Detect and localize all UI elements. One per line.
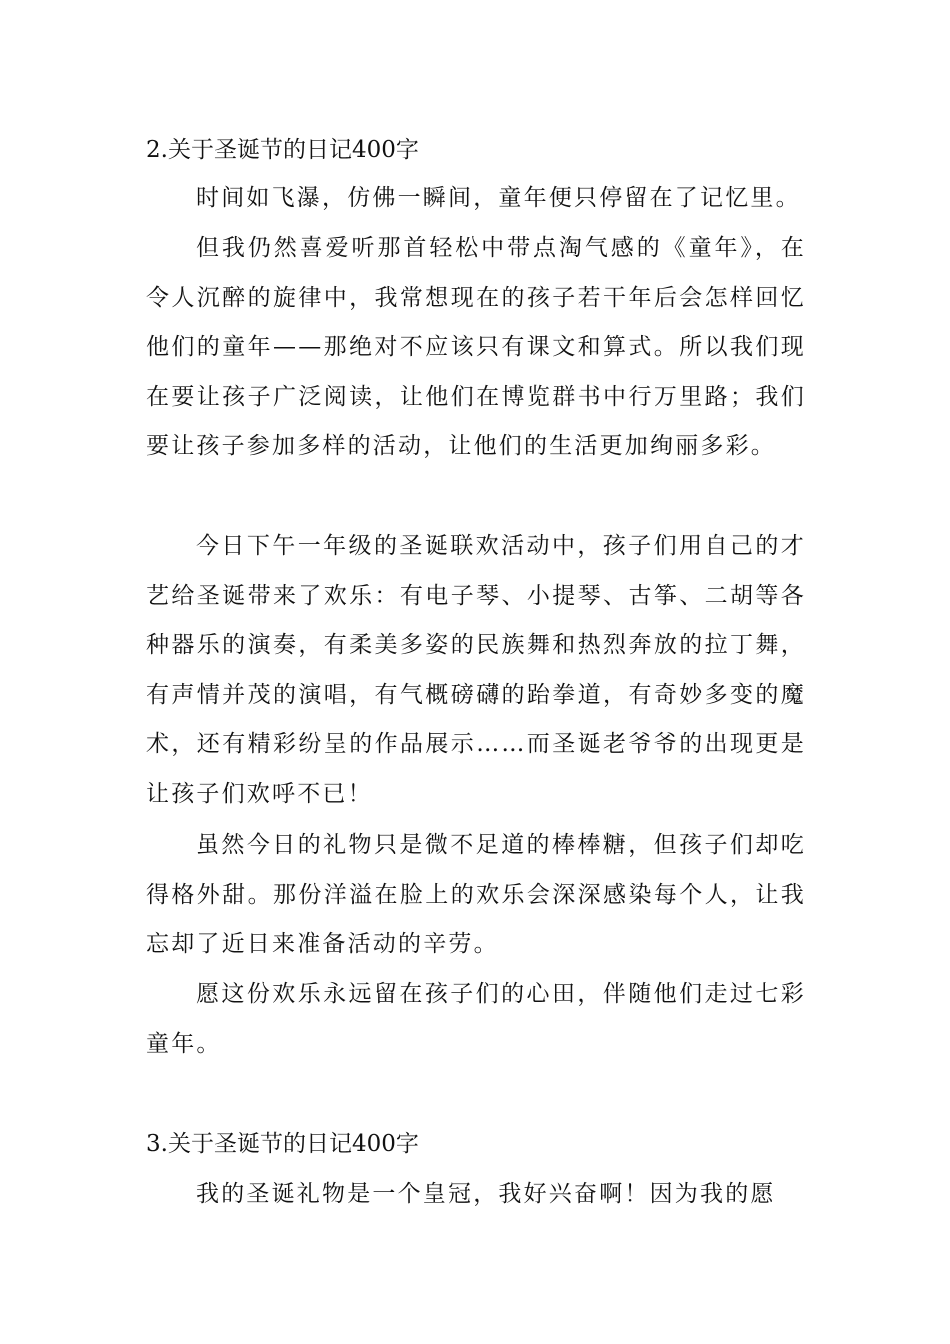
section-2-paragraph-1: 时间如飞瀑，仿佛一瞬间，童年便只停留在了记忆里。: [196, 185, 801, 211]
section-2-paragraph-5: 愿这份欢乐永远留在孩子们的心田，伴随他们走过七彩童年。: [146, 981, 806, 1057]
section-2-paragraph-3: 今日下午一年级的圣诞联欢活动中，孩子们用自己的才艺给圣诞带来了欢乐：有电子琴、小提琴、古筝、二胡等各种器乐的演奏，有柔美多姿的民族舞和热烈奔放的拉丁舞，有声情并茂的演唱，有气概磅礴的跆拳道，有奇妙多变的魔术，还有精彩纷呈的作品展示……而圣诞老爷爷的出现更是让孩子们欢呼不已！: [146, 533, 806, 807]
section-3-paragraph-1: 我的圣诞礼物是一个皇冠，我好兴奋啊！因为我的愿: [196, 1181, 776, 1207]
section-2-paragraph-2: 但我仍然喜爱听那首轻松中带点淘气感的《童年》，在令人沉醉的旋律中，我常想现在的孩子若干年后会怎样回忆他们的童年——那绝对不应该只有课文和算式。所以我们现在要让孩子广泛阅读，让他们在博览群书中行万里路；我们要让孩子参加多样的活动，让他们的生活更加绚丽多彩。: [146, 235, 806, 459]
section-2-paragraph-4: 虽然今日的礼物只是微不足道的棒棒糖，但孩子们却吃得格外甜。那份洋溢在脸上的欢乐会深深感染每个人，让我忘却了近日来准备活动的辛劳。: [146, 832, 806, 957]
section-2-heading: 2.关于圣诞节的日记400字: [146, 137, 419, 163]
section-3-heading: 3.关于圣诞节的日记400字: [146, 1131, 419, 1157]
